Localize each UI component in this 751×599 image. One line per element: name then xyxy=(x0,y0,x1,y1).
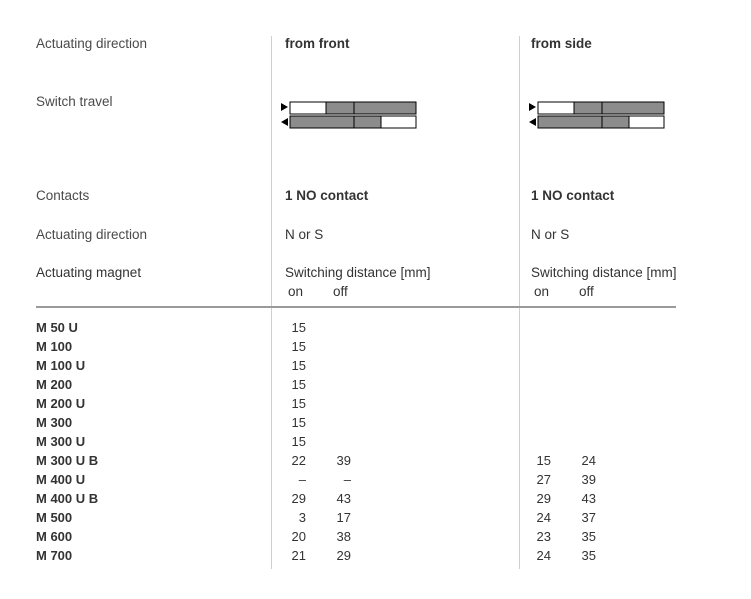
side-off-value: 35 xyxy=(581,548,596,563)
header-from-front: from front xyxy=(285,36,350,51)
switch-travel-diagram-front xyxy=(281,99,421,131)
side-on-value: 27 xyxy=(536,472,551,487)
table-row xyxy=(0,396,751,415)
side-contacts: 1 NO contact xyxy=(531,188,615,203)
table-row xyxy=(0,320,751,339)
front-off-value: 43 xyxy=(336,491,351,506)
table-row xyxy=(0,548,751,567)
side-on-value: 29 xyxy=(536,491,551,506)
arrow-left-icon xyxy=(281,118,288,126)
table-row xyxy=(0,358,751,377)
side-on-value: 23 xyxy=(536,529,551,544)
table-row xyxy=(0,529,751,548)
header-from-side: from side xyxy=(531,36,592,51)
label-switch-travel: Switch travel xyxy=(36,94,113,109)
table-row xyxy=(0,415,751,434)
side-off-value: 37 xyxy=(581,510,596,525)
magnet-name: M 600 xyxy=(36,529,73,544)
magnet-name: M 400 U B xyxy=(36,491,99,506)
magnet-name: M 50 U xyxy=(36,320,78,335)
front-off-header: off xyxy=(333,284,348,299)
front-on-value: 15 xyxy=(291,434,306,449)
front-on-value: 29 xyxy=(291,491,306,506)
travel-bar-on-fill xyxy=(326,102,416,114)
front-on-value: 15 xyxy=(291,396,306,411)
side-off-value: 35 xyxy=(581,529,596,544)
magnet-name: M 100 U xyxy=(36,358,86,373)
front-switching-distance: Switching distance [mm] xyxy=(285,265,431,280)
table-row xyxy=(0,434,751,453)
magnet-name: M 200 U xyxy=(36,396,86,411)
front-on-value: – xyxy=(298,472,306,487)
table-row xyxy=(0,472,751,491)
label-contacts: Contacts xyxy=(36,188,90,203)
front-off-value: 17 xyxy=(336,510,351,525)
front-on-value: 15 xyxy=(291,358,306,373)
label-actuating-magnet: Actuating magnet xyxy=(36,265,142,280)
front-on-value: 15 xyxy=(291,415,306,430)
front-on-value: 20 xyxy=(291,529,306,544)
side-off-value: 39 xyxy=(581,472,596,487)
front-on-value: 15 xyxy=(291,339,306,354)
travel-bar-off-fill xyxy=(538,116,629,128)
side-on-header: on xyxy=(534,284,550,299)
arrow-right-icon xyxy=(529,103,536,111)
header-rule xyxy=(36,306,676,308)
side-on-value: 15 xyxy=(536,453,551,468)
table-row xyxy=(0,339,751,358)
arrow-left-icon xyxy=(529,118,536,126)
front-off-value: 29 xyxy=(336,548,351,563)
front-on-value: 22 xyxy=(291,453,306,468)
magnet-name: M 300 U xyxy=(36,434,86,449)
travel-bar-on-fill xyxy=(574,102,664,114)
table-row xyxy=(0,453,751,472)
front-off-value: – xyxy=(343,472,351,487)
magnet-name: M 100 xyxy=(36,339,73,354)
arrow-right-icon xyxy=(281,103,288,111)
front-on-value: 21 xyxy=(291,548,306,563)
label-actuating-direction: Actuating direction xyxy=(36,36,148,51)
front-on-value: 3 xyxy=(298,510,306,525)
side-on-value: 24 xyxy=(536,548,551,563)
front-contacts: 1 NO contact xyxy=(285,188,369,203)
front-on-header: on xyxy=(288,284,304,299)
side-off-value: 24 xyxy=(581,453,596,468)
magnet-name: M 300 U B xyxy=(36,453,99,468)
magnet-name: M 500 xyxy=(36,510,73,525)
magnet-name: M 200 xyxy=(36,377,73,392)
table-row xyxy=(0,491,751,510)
table-row xyxy=(0,377,751,396)
side-direction: N or S xyxy=(531,227,570,242)
front-on-value: 15 xyxy=(291,320,306,335)
magnet-name: M 300 xyxy=(36,415,73,430)
front-off-value: 38 xyxy=(336,529,351,544)
side-switching-distance: Switching distance [mm] xyxy=(531,265,677,280)
side-on-value: 24 xyxy=(536,510,551,525)
front-direction: N or S xyxy=(285,227,324,242)
side-off-header: off xyxy=(579,284,594,299)
front-on-value: 15 xyxy=(291,377,306,392)
travel-bar-off-fill xyxy=(290,116,381,128)
side-off-value: 43 xyxy=(581,491,596,506)
label-actuating-direction-2: Actuating direction xyxy=(36,227,148,242)
switch-travel-diagram-side xyxy=(529,99,669,131)
magnet-name: M 400 U xyxy=(36,472,86,487)
front-off-value: 39 xyxy=(336,453,351,468)
table-row xyxy=(0,510,751,529)
magnet-name: M 700 xyxy=(36,548,73,563)
